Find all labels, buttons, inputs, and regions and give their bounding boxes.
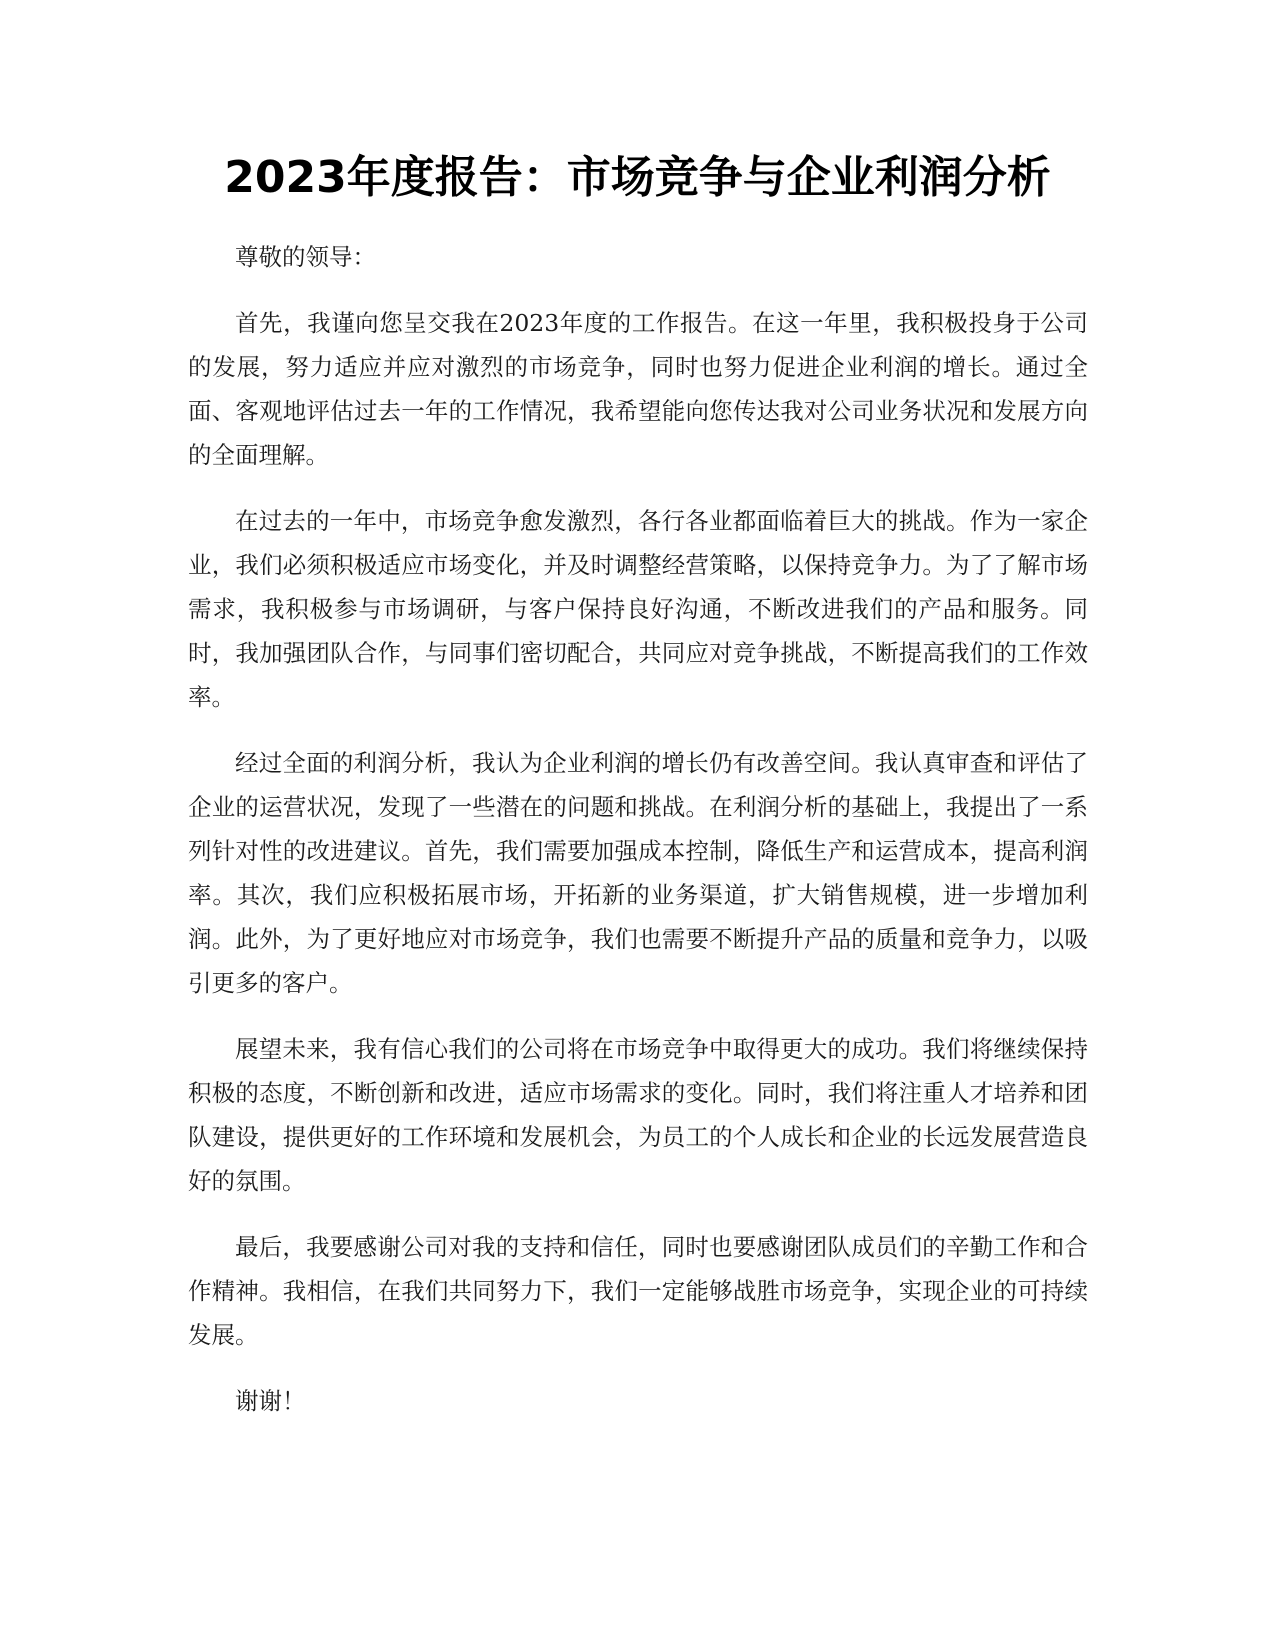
- paragraph: 首先，我谨向您呈交我在2023年度的工作报告。在这一年里，我积极投身于公司的发展，努力适应并应对激烈的市场竞争，同时也努力促进企业利润的增长。通过全面、客观地评估过去一年的工作情况，我希望能向您传达我对公司业务状况和发展方向的全面理解。: [188, 309, 1088, 469]
- paragraph: 最后，我要感谢公司对我的支持和信任，同时也要感谢团队成员们的辛勤工作和合作精神。我相信，在我们共同努力下，我们一定能够战胜市场竞争，实现企业的可持续发展。: [188, 1233, 1088, 1349]
- document-body: [188, 235, 1088, 1445]
- salutation: 尊敬的领导：: [235, 243, 376, 271]
- document-title: 2023年度报告：市场竞争与企业利润分析: [224, 152, 1051, 203]
- paragraph: 在过去的一年中，市场竞争愈发激烈，各行各业都面临着巨大的挑战。作为一家企业，我们必须积极适应市场变化，并及时调整经营策略，以保持竞争力。为了了解市场需求，我积极参与市场调研，与客户保持良好沟通，不断改进我们的产品和服务。同时，我加强团队合作，与同事们密切配合，共同应对竞争挑战，不断提高我们的工作效率。: [188, 507, 1088, 711]
- closing: 谢谢！: [235, 1387, 306, 1415]
- paragraph: 经过全面的利润分析，我认为企业利润的增长仍有改善空间。我认真审查和评估了企业的运营状况，发现了一些潜在的问题和挑战。在利润分析的基础上，我提出了一系列针对性的改进建议。首先，我们需要加强成本控制，降低生产和运营成本，提高利润率。其次，我们应积极拓展市场，开拓新的业务渠道，扩大销售规模，进一步增加利润。此外，为了更好地应对市场竞争，我们也需要不断提升产品的质量和竞争力，以吸引更多的客户。: [188, 749, 1088, 997]
- paragraph: 展望未来，我有信心我们的公司将在市场竞争中取得更大的成功。我们将继续保持积极的态度，不断创新和改进，适应市场需求的变化。同时，我们将注重人才培养和团队建设，提供更好的工作环境和发展机会，为员工的个人成长和企业的长远发展营造良好的氛围。: [188, 1035, 1088, 1195]
